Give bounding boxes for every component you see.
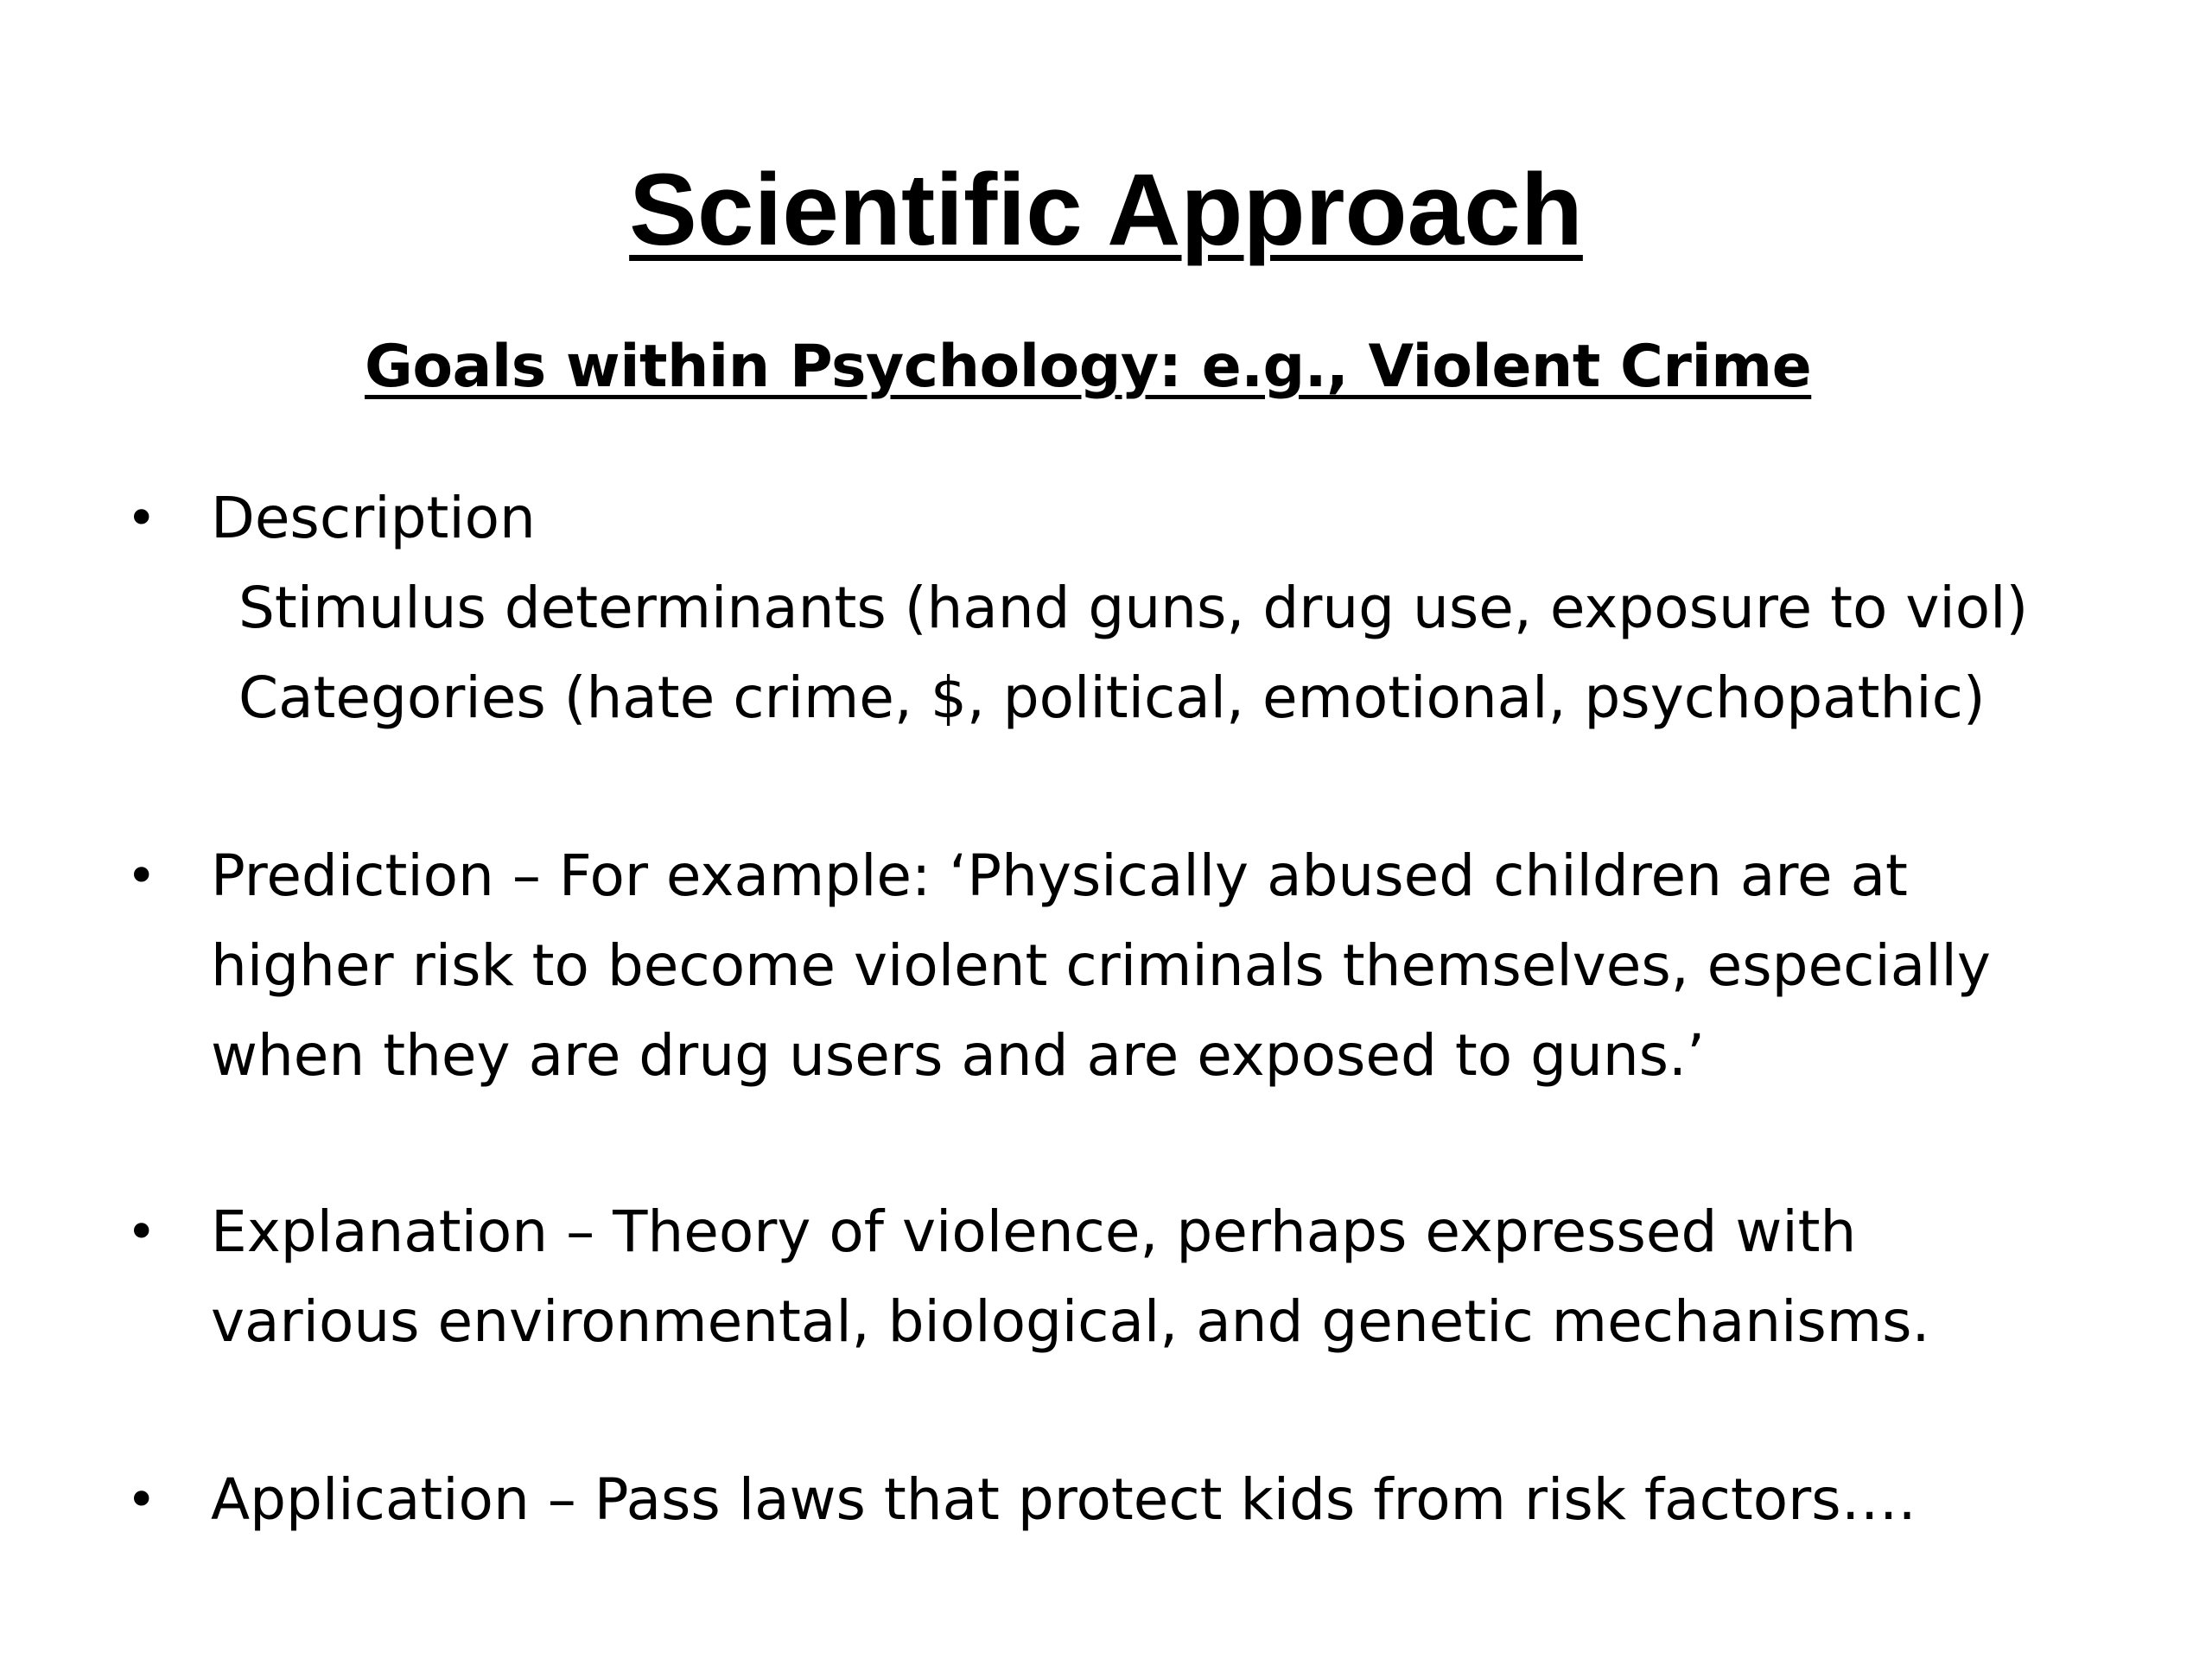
bullet-marker: • <box>126 846 157 906</box>
sub-line-stimulus: Stimulus determinants (hand guns, drug use, exposure to viol) <box>238 575 2029 641</box>
bullet-text <box>211 1187 2164 1367</box>
bullet-text: Application – Pass laws that protect kids from risk factors…. <box>211 1466 1916 1533</box>
slide-subtitle: Goals within Psychology: e.g., Violent Crime <box>365 333 1812 401</box>
text-line: Explanation – Theory of violence, perhaps expressed with <box>211 1198 1857 1265</box>
text-line: higher risk to become violent criminals themselves, especially <box>211 932 1991 999</box>
slide-title: Scientific Approach <box>629 153 1583 267</box>
sub-line-categories: Categories (hate crime, $, political, emotional, psychopathic) <box>238 664 1986 731</box>
text-line: various environmental, biological, and genetic mechanisms. <box>211 1288 1930 1355</box>
text-line: Prediction – For example: ‘Physically abused children are at <box>211 842 1908 909</box>
bullet-marker: • <box>126 488 157 549</box>
bullet-marker: • <box>126 1470 157 1530</box>
bullet-text <box>211 831 2164 1101</box>
bullet-text: Description <box>211 485 536 551</box>
bullet-marker: • <box>126 1202 157 1262</box>
text-line: when they are drug users and are exposed to guns.’ <box>211 1022 1705 1089</box>
